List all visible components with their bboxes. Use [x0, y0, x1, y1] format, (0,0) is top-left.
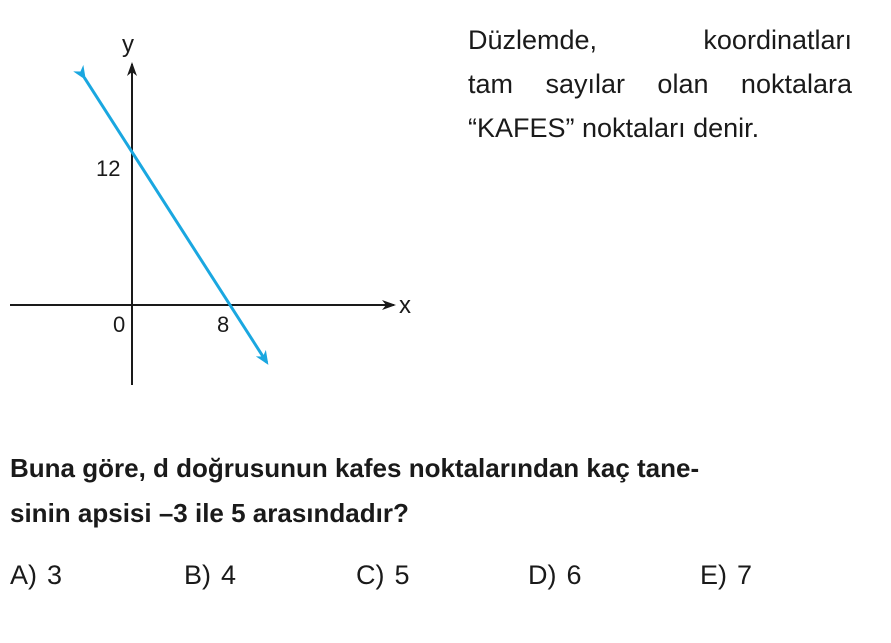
- choice-letter: C): [356, 560, 385, 590]
- line-d: [84, 77, 267, 362]
- choice-c[interactable]: [356, 560, 410, 591]
- choice-letter: E): [700, 560, 727, 590]
- choice-value: 7: [737, 560, 753, 590]
- intro-line-3: “KAFES” noktaları denir.: [468, 113, 760, 143]
- choice-value: 6: [566, 560, 582, 590]
- x-axis-label: x: [399, 292, 411, 319]
- choice-d[interactable]: [528, 560, 582, 591]
- choice-a[interactable]: [10, 560, 62, 591]
- intro-line-1: Düzlemde, koordinatları: [468, 25, 852, 55]
- answer-choices: [10, 560, 880, 600]
- choice-letter: B): [184, 560, 211, 590]
- choice-letter: D): [528, 560, 557, 590]
- choice-e[interactable]: [700, 560, 752, 591]
- question-line-1: Buna göre, d doğrusunun kafes noktalarından kaç tane-: [10, 453, 700, 483]
- intro-text: [468, 18, 852, 150]
- choice-value: 4: [221, 560, 237, 590]
- coordinate-graph: [0, 0, 450, 420]
- origin-label: 0: [113, 312, 126, 337]
- choice-b[interactable]: [184, 560, 236, 591]
- choice-value: 3: [47, 560, 63, 590]
- intro-line-2: tam sayılar olan noktalara: [468, 69, 852, 99]
- y-axis-label: y: [122, 31, 134, 58]
- choice-value: 5: [394, 560, 410, 590]
- choice-letter: A): [10, 560, 37, 590]
- question-text: [10, 446, 870, 536]
- question-line-2: sinin apsisi –3 ile 5 arasındadır?: [10, 498, 409, 528]
- x-intercept-label: 8: [217, 312, 230, 337]
- y-intercept-label: 12: [96, 156, 121, 181]
